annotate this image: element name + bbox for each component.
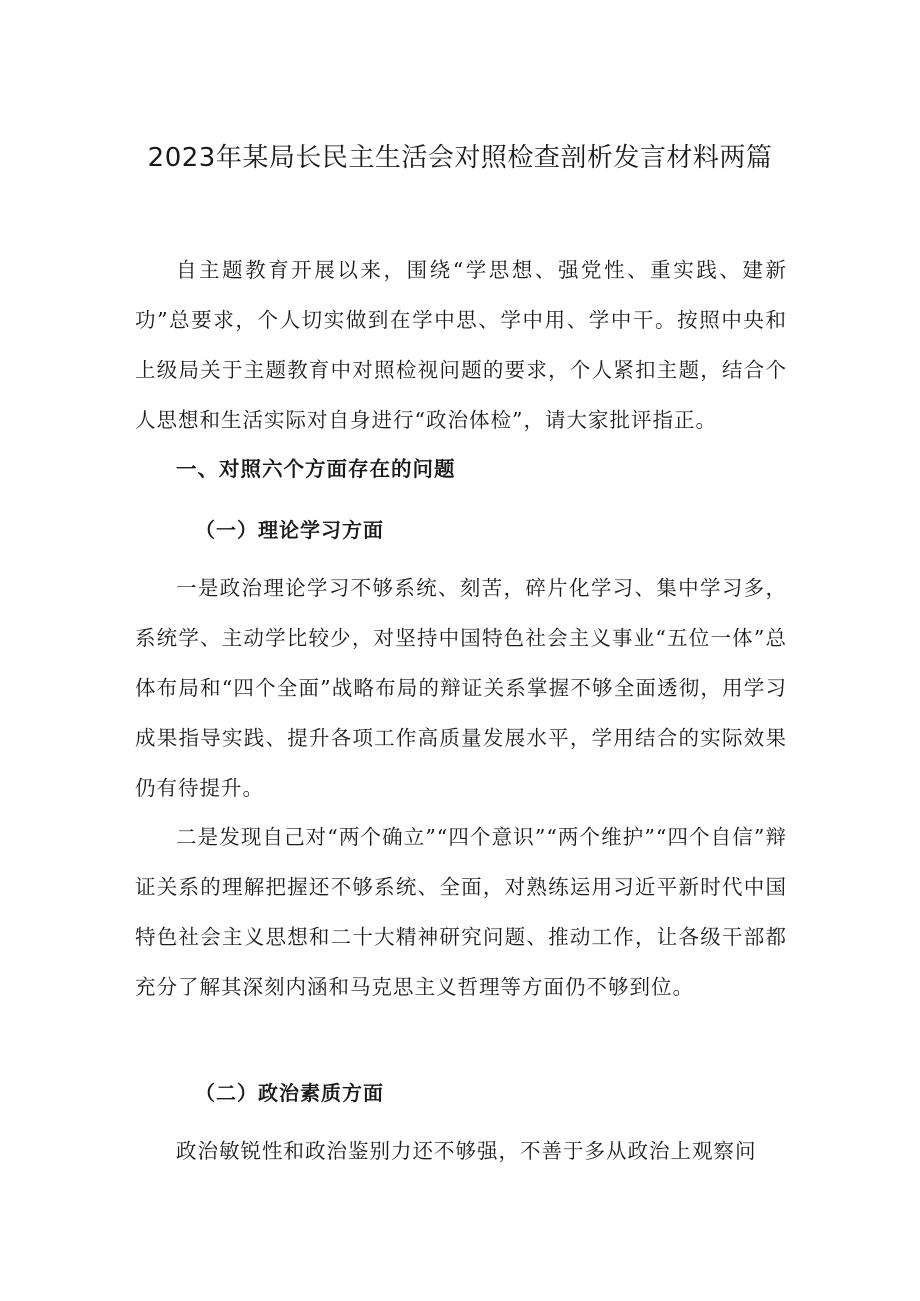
subsection-1-paragraph-2: 二是发现自己对“两个确立”“四个意识”“两个维护”“四个自信”辩证关系的理解把握还不够系统、全面，对熟练运用习近平新时代中国特色社会主义思想和二十大精神研究问题、推动工作，让各级干部都充分了解其深刻内涵和马克思主义哲理等方面仍不够到位。 xyxy=(135,825,787,999)
subsection-heading-2: （二）政治素质方面 xyxy=(195,1081,384,1105)
intro-paragraph: 自主题教育开展以来，围绕“学思想、强党性、重实践、建新功”总要求，个人切实做到在学中思、学中用、学中干。按照中央和上级局关于主题教育中对照检视问题的要求，个人紧扣主题，结合个人思想和生活实际对自身进行“政治体检”，请大家批评指正。 xyxy=(135,258,787,432)
document-title: 2023年某局长民主生活会对照检查剖析发言材料两篇 xyxy=(147,143,773,173)
subsection-1-paragraph-1: 一是政治理论学习不够系统、刻苦，碎片化学习、集中学习多，系统学、主动学比较少，对坚持中国特色社会主义事业“五位一体”总体布局和“四个全面”战略布局的辩证关系掌握不够全面透彻，用学习成果指导实践、提升各项工作高质量发展水平，学用结合的实际效果仍有待提升。 xyxy=(135,576,787,800)
section-heading-1: 一、对照六个方面存在的问题 xyxy=(176,457,456,481)
subsection-heading-1: （一）理论学习方面 xyxy=(195,518,384,542)
subsection-2-paragraph-1: 政治敏锐性和政治鉴别力还不够强，不善于多从政治上观察问 xyxy=(176,1139,757,1163)
